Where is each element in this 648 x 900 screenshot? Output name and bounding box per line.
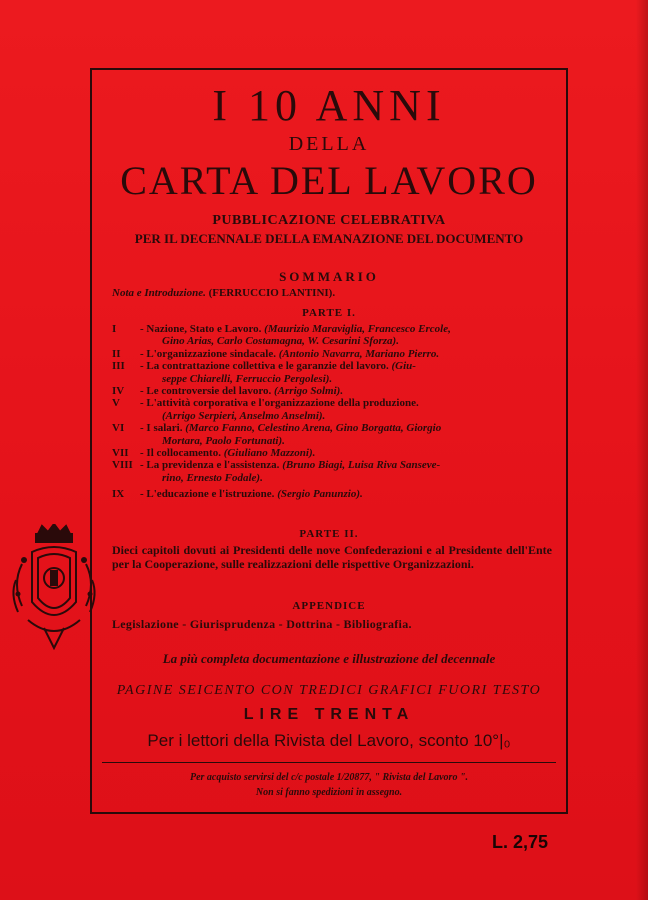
coat-of-arms-emblem xyxy=(8,524,100,650)
title-line-1: I 10 ANNI xyxy=(212,81,446,130)
toc-item xyxy=(112,422,552,447)
toc-authors: (Arrigo Solmi). xyxy=(274,385,344,398)
appendice-heading: APPENDICE xyxy=(292,600,366,612)
toc-title: - La contrattazione collettiva e le garanzie del lavoro. xyxy=(140,360,389,373)
title-line-2: DELLA xyxy=(288,133,370,155)
toc-title: - Le controversie del lavoro. xyxy=(140,385,272,398)
toc-item xyxy=(112,348,552,360)
table-of-contents xyxy=(112,323,552,501)
toc-item xyxy=(112,323,552,348)
completa-tagline: La più completa documentazione e illustrazione del decennale xyxy=(162,651,496,666)
toc-authors: (Giuliano Mazzoni). xyxy=(223,447,316,460)
toc-num: V xyxy=(112,397,120,410)
pagine-line: PAGINE SEICENTO CON TREDICI GRAFICI FUORI TESTO xyxy=(116,683,542,698)
title-line-3: CARTA DEL LAVORO xyxy=(120,158,538,203)
content-frame xyxy=(90,68,568,814)
toc-title: - L'attività corporativa e l'organizzazione della produzione. xyxy=(140,397,419,410)
parte2-heading: PARTE II. xyxy=(299,528,359,540)
sommario-heading: SOMMARIO xyxy=(279,269,379,284)
toc-item xyxy=(112,459,552,484)
toc-title: - La previdenza e l'assistenza. xyxy=(140,459,280,472)
toc-title: - Il collocamento. xyxy=(140,447,221,460)
toc-cont: rino, Ernesto Fodale). xyxy=(162,471,263,484)
toc-title: - Nazione, Stato e Lavoro. xyxy=(140,323,262,335)
toc-authors: (Marco Fanno, Celestino Arena, Gino Borgatta, Giorgio xyxy=(185,422,442,435)
acquisto-line-2: Non si fanno spedizioni in assegno. xyxy=(255,787,403,798)
appendice-text: Legislazione - Giurisprudenza - Dottrina - Bibliografia. xyxy=(112,617,412,631)
toc-cont: Gino Arias, Carlo Costamagna, W. Cesarini Sforza). xyxy=(162,335,399,348)
page-edge-shadow xyxy=(636,0,648,900)
subtitle-1: PUBBLICAZIONE CELEBRATIVA xyxy=(212,213,446,228)
parte2-text: Dieci capitoli dovuti ai Presidenti delle nove Confederazioni e al Presidente dell'Ente per la Cooperazione, sulle realizzazioni delle rispettive Organizzazioni. xyxy=(112,543,552,571)
toc-item xyxy=(112,447,552,459)
toc-title: - L'educazione e l'istruzione. xyxy=(140,488,275,501)
toc-item xyxy=(112,397,552,422)
subtitle-2: PER IL DECENNALE DELLA EMANAZIONE DEL DOCUMENTO xyxy=(134,231,524,246)
toc-num: VI xyxy=(112,422,125,435)
toc-cont: (Arrigo Serpieri, Anselmo Anselmi). xyxy=(162,409,326,422)
toc-num: IV xyxy=(112,385,125,398)
toc-num: I xyxy=(112,323,117,335)
toc-title: - L'organizzazione sindacale. xyxy=(140,347,276,360)
toc-item xyxy=(112,360,552,385)
toc-authors: (Giu- xyxy=(391,360,416,373)
toc-cont: Mortara, Paolo Fortunati). xyxy=(162,434,285,447)
parte1-heading: PARTE I. xyxy=(302,307,356,319)
nota-label: Nota e Introduzione. xyxy=(112,287,206,299)
toc-item xyxy=(112,488,552,500)
toc-num: II xyxy=(112,347,121,360)
issue-price: L. 2,75 xyxy=(492,832,549,852)
discount-line: Per i lettori della Rivista del Lavoro, sconto 10°|₀ xyxy=(147,731,511,750)
divider xyxy=(102,762,556,763)
toc-item xyxy=(112,385,552,397)
toc-num: IX xyxy=(112,488,125,501)
toc-authors: (Antonio Navarra, Mariano Pierro. xyxy=(278,347,440,360)
toc-num: VIII xyxy=(112,459,133,472)
toc-num: VII xyxy=(112,447,129,460)
toc-authors: (Sergio Panunzio). xyxy=(277,488,363,501)
toc-authors: (Maurizio Maraviglia, Francesco Ercole, xyxy=(264,323,451,335)
toc-cont: seppe Chiarelli, Ferruccio Pergolesi). xyxy=(162,372,333,385)
toc-title: - I salari. xyxy=(140,422,183,435)
toc-authors: (Bruno Biagi, Luisa Riva Sanseve- xyxy=(282,459,441,472)
nota-line xyxy=(112,287,335,299)
acquisto-line-1: Per acquisto servirsi del c/c postale 1/20877, " Rivista del Lavoro ". xyxy=(189,772,469,783)
lire-trenta: LIRE TRENTA xyxy=(243,706,415,723)
toc-num: III xyxy=(112,360,125,373)
nota-author: (FERRUCCIO LANTINI). xyxy=(208,287,336,299)
